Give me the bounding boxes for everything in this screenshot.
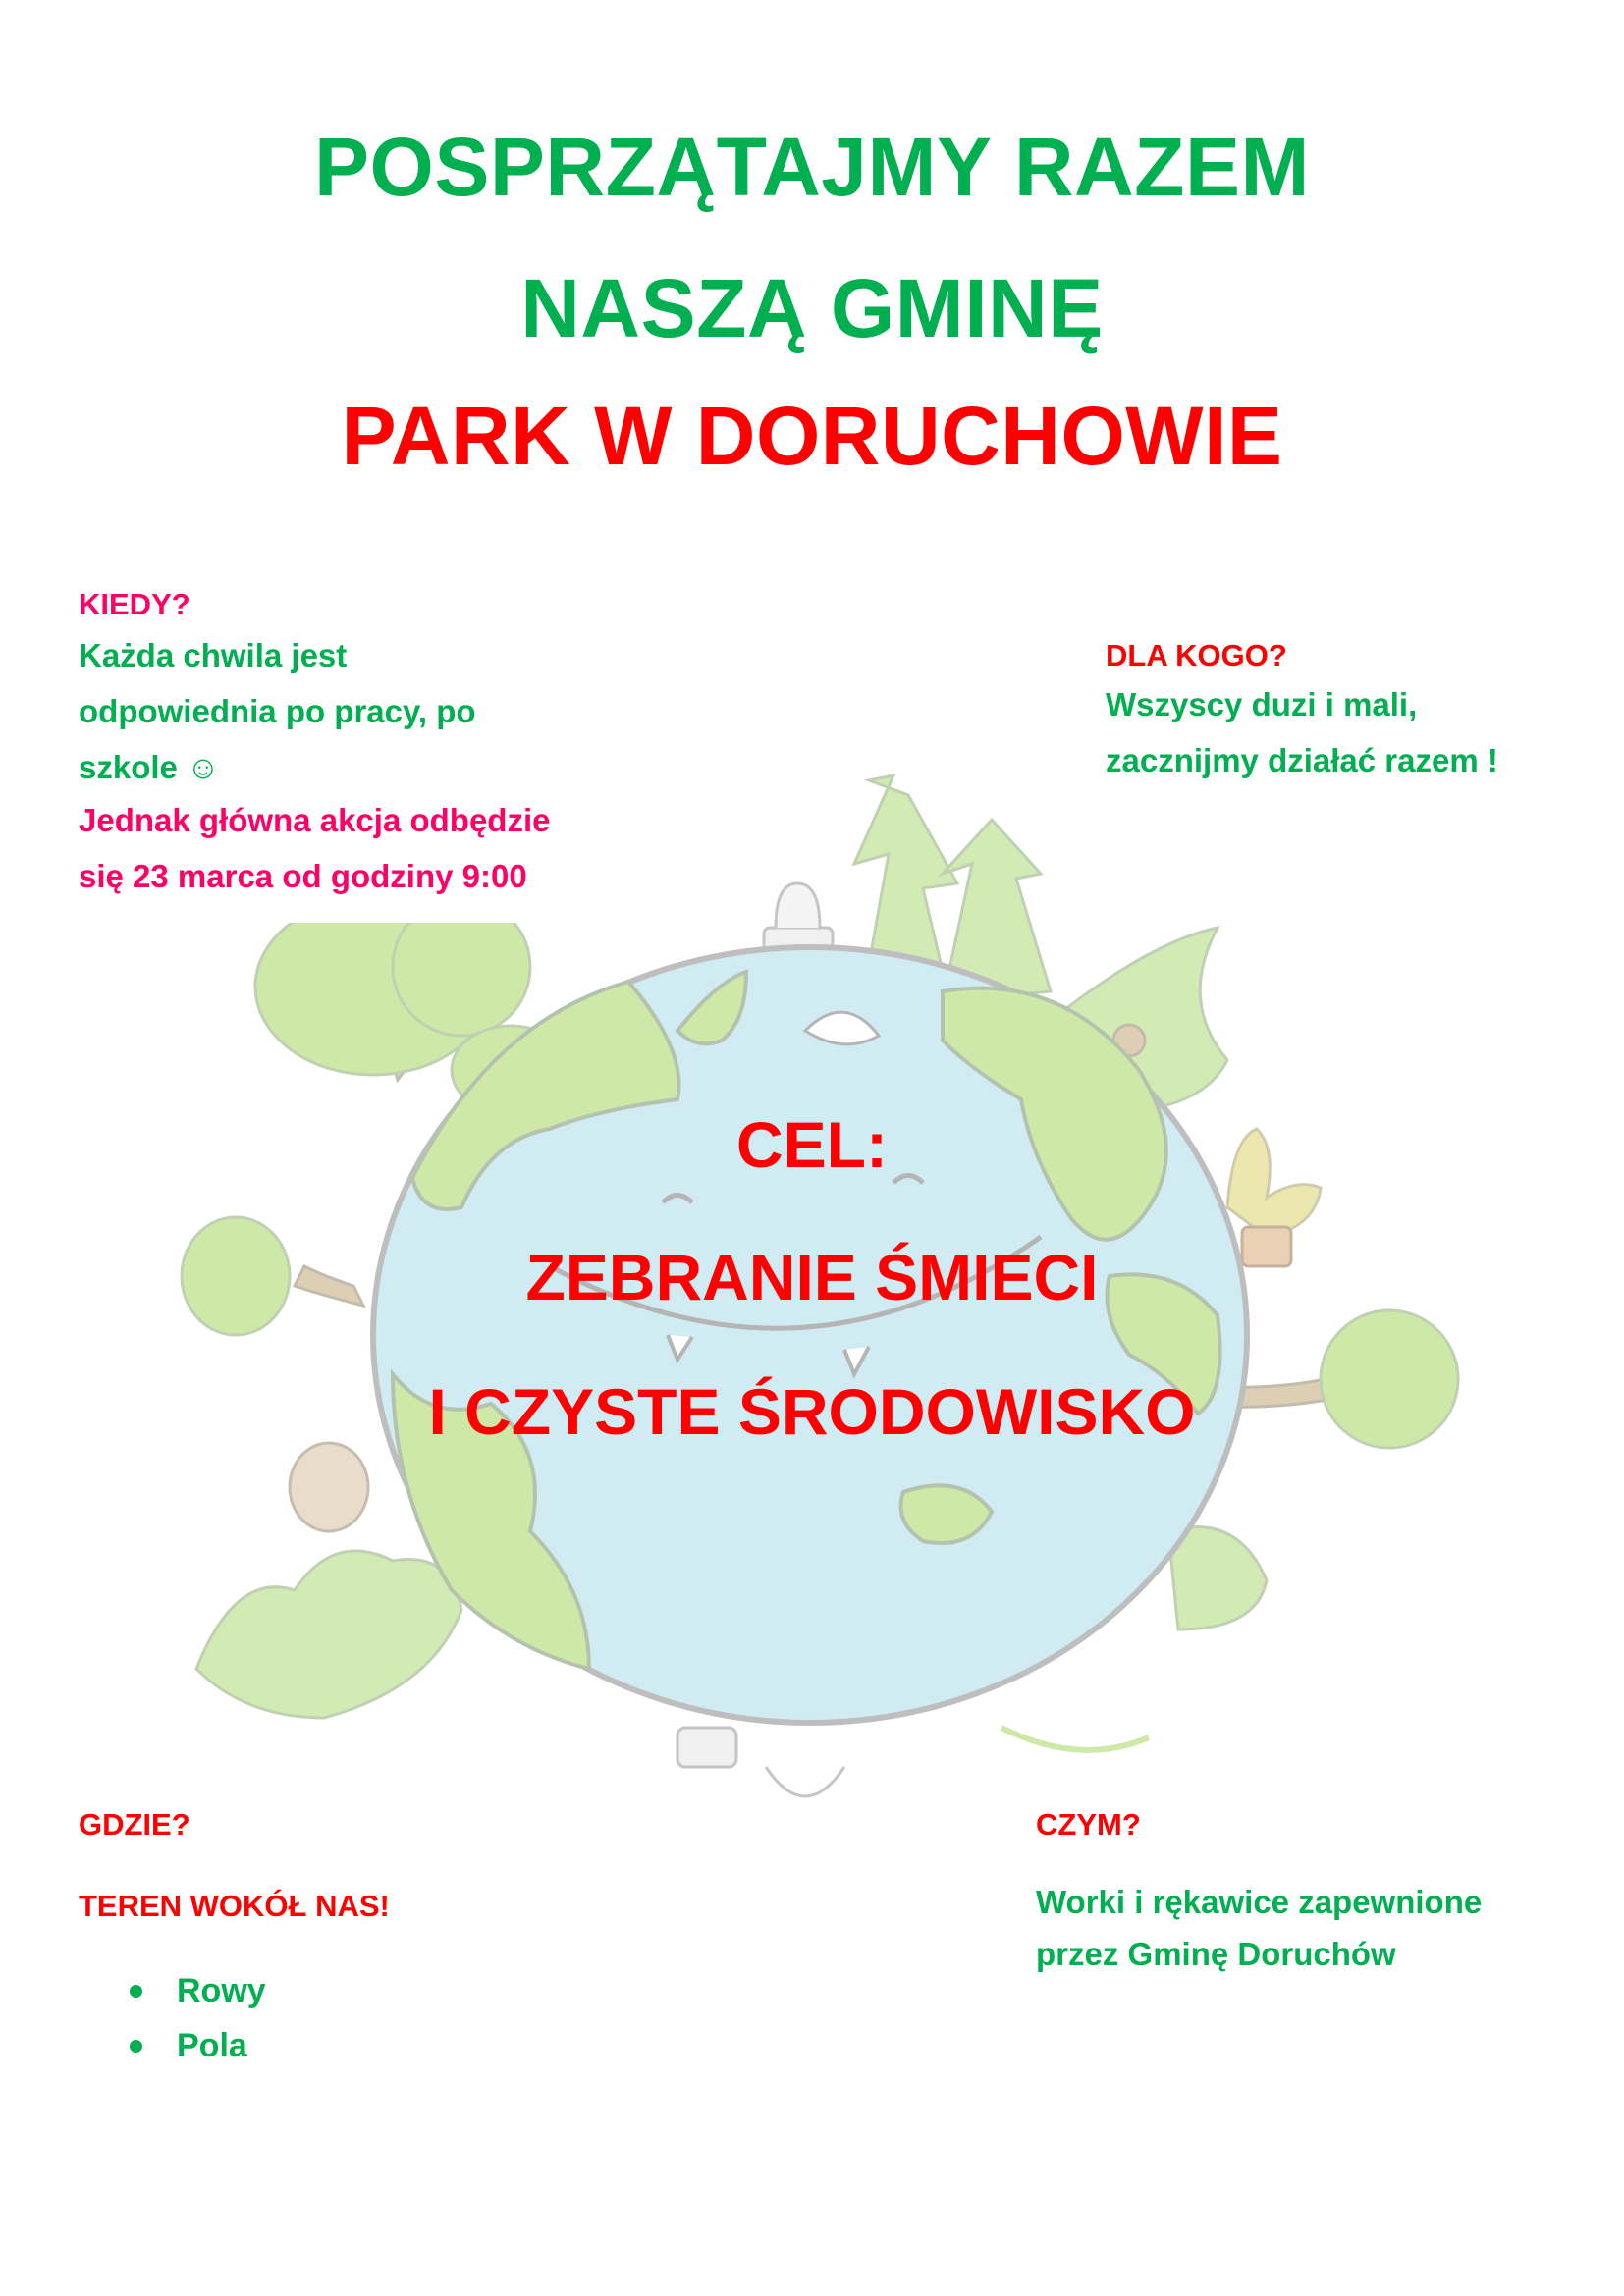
kiedy-text-line-1: Każda chwila jest [79, 637, 348, 673]
gdzie-label: GDZIE? [79, 1807, 190, 1842]
cel-line-2: I CZYSTE ŚRODOWISKO [428, 1375, 1196, 1448]
title-line-1: POSPRZĄTAJMY RAZEM [314, 121, 1310, 213]
kiedy-text-line-3-text: szkole [79, 748, 178, 785]
kiedy-text-line-2: odpowiednia po pracy, po [79, 692, 476, 729]
czym-text [1036, 1877, 1482, 1981]
smiley-icon: ☺ [187, 748, 220, 785]
czym-label: CZYM? [1036, 1807, 1141, 1842]
kiedy-label: KIEDY? [79, 587, 190, 621]
dla-kogo-text [1106, 677, 1498, 789]
cel-label: CEL: [736, 1108, 888, 1181]
czym-line-2: przez Gminę Doruchów [1036, 1935, 1396, 1972]
title-line-3: PARK W DORUCHOWIE [341, 390, 1283, 482]
bullet-icon [130, 2040, 142, 2053]
bullet-icon [130, 1985, 142, 1998]
list-item [79, 2018, 266, 2073]
kiedy-text-line-3 [79, 740, 476, 796]
list-item-text: Pola [177, 2027, 247, 2064]
gdzie-subtitle: TEREN WOKÓŁ NAS! [79, 1889, 390, 1923]
list-item [79, 1963, 266, 2018]
dla-kogo-line-1: Wszyscy duzi i mali, [1106, 686, 1418, 722]
globe [373, 947, 1247, 1723]
kiedy-main-text [79, 793, 550, 905]
dla-kogo-label: DLA KOGO? [1106, 638, 1287, 672]
czym-line-1: Worki i rękawice zapewnione [1036, 1884, 1483, 1920]
dla-kogo-line-2: zacznijmy działać razem ! [1106, 741, 1498, 778]
bottom-decorations [677, 1728, 1149, 1796]
cel-line-1: ZEBRANIE ŚMIECI [525, 1241, 1099, 1313]
kiedy-main-line-2: się 23 marca od godziny 9:00 [79, 857, 527, 894]
gdzie-list [79, 1963, 266, 2073]
kiedy-main-line-1: Jednak główna akcja odbędzie [79, 802, 551, 838]
title-line-2: NASZĄ GMINĘ [520, 262, 1104, 354]
kiedy-text [79, 628, 476, 795]
list-item-text: Rowy [177, 1972, 266, 2009]
